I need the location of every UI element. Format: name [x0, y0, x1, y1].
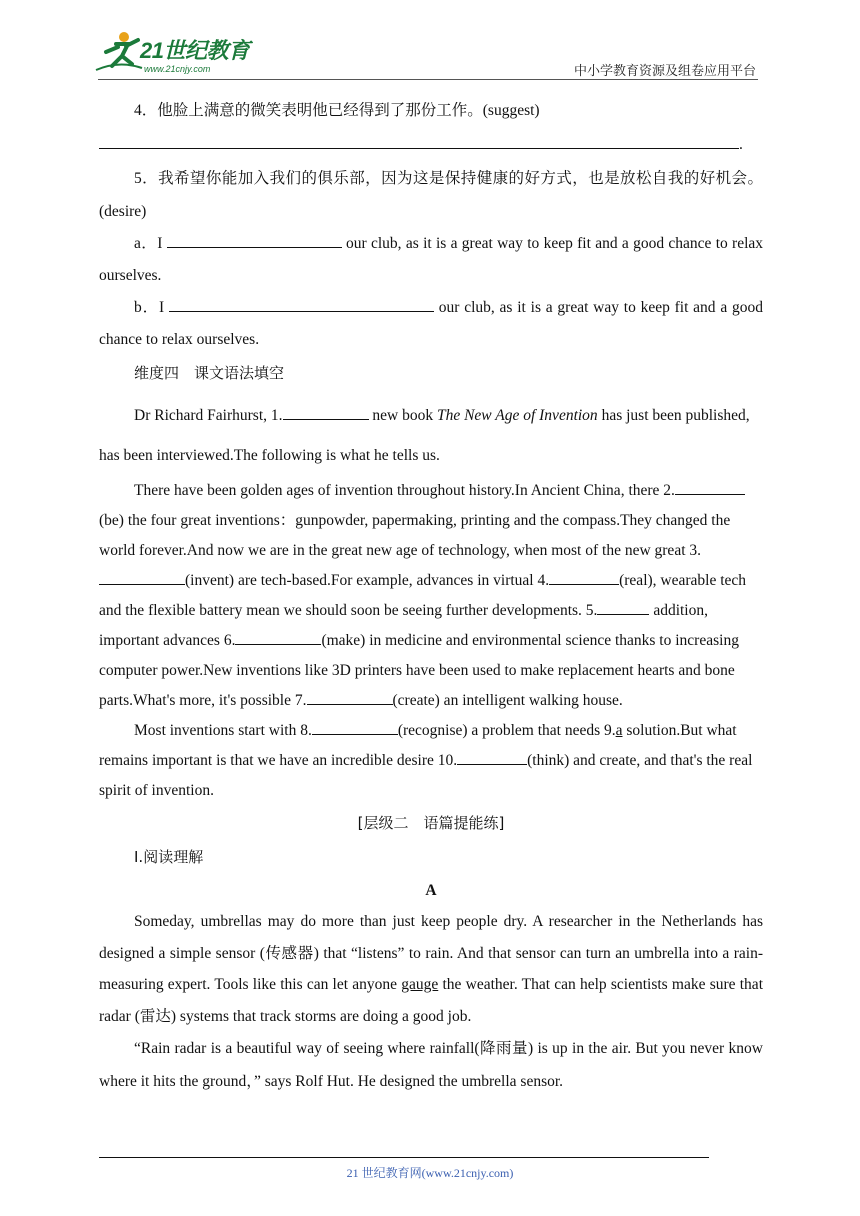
- header-divider: [98, 79, 758, 80]
- brand-url: www.21cnjy.com: [144, 64, 211, 74]
- section-4-paragraph-1: Dr Richard Fairhurst, 1. new book The New Age of Invention has just been published, has been interviewed.The following is what he tells us.: [99, 396, 763, 476]
- question-4-answer-line: .: [99, 130, 763, 160]
- passage-paragraph-2: “Rain radar is a beautiful way of seeing where rainfall(降雨量) is up in the air. But you never know where it hits the ground，” says Rolf Hut. He designed the umbrella sensor.: [99, 1040, 763, 1090]
- brand-logo: [94, 30, 264, 78]
- page-footer: 21 世纪教育网(www.21cnjy.com): [346, 1166, 514, 1180]
- runner-icon: [94, 30, 144, 74]
- page-content: [99, 96, 763, 1098]
- question-4: 4．他脸上满意的微笑表明他已经得到了那份工作。(suggest): [134, 102, 540, 119]
- page-header: [0, 0, 860, 80]
- passage-label: A: [425, 882, 437, 899]
- section-4-paragraph-3: Most inventions start with 8. (recognise) a problem that needs 9.a solution.But what remains important is that we have an incredible desire 10. (think) and create, and that's the real spirit of invention.: [99, 716, 763, 806]
- question-5b: b．I our club, as it is a great way to keep fit and a good chance to relax ourselves.: [99, 292, 763, 356]
- reading-section-title: Ⅰ.阅读理解: [134, 848, 204, 866]
- footer-divider: [99, 1157, 709, 1158]
- passage-paragraph-1: Someday, umbrellas may do more than just keep people dry. A researcher in the Netherlands has designed a simple sensor (传感器) that “listens” to rain. And that sensor can turn an umbrella into a rain-measuring expert. Tools like this can let anyone gauge the weather. That can help scientists make sure that radar (雷达) systems that track storms are doing a good job.: [99, 913, 763, 1025]
- section-4-paragraph-2: There have been golden ages of invention throughout history.In Ancient China, there 2.(be) the four great inventions：gunpowder, papermaking, printing and the compass.They changed the world forever.And now we are in the great new age of technology, when most of the new great 3.(invent) are tech-based.For example, advances in virtual 4. (real), wearable tech and the flexible battery mean we should soon be seeing further developments. 5. addition, important advances 6. (make) in medicine and environmental science thanks to increasing computer power.New inventions like 3D printers have been used to make replacement hearts and bone parts.What's more, it's possible 7. (create) an intelligent walking house.: [99, 476, 763, 716]
- question-5: 5．我希望你能加入我们的俱乐部，因为这是保持健康的好方式，也是放松自我的好机会。(desire): [99, 170, 763, 220]
- level-2-title: [层级二 语篇提能练]: [357, 814, 505, 832]
- brand-name: 21世纪教育: [140, 38, 250, 63]
- section-4-title: 维度四 课文语法填空: [134, 364, 285, 382]
- question-5a: a．I our club, as it is a great way to keep fit and a good chance to relax ourselves.: [99, 228, 763, 292]
- header-tagline: 中小学教育资源及组卷应用平台: [573, 64, 756, 79]
